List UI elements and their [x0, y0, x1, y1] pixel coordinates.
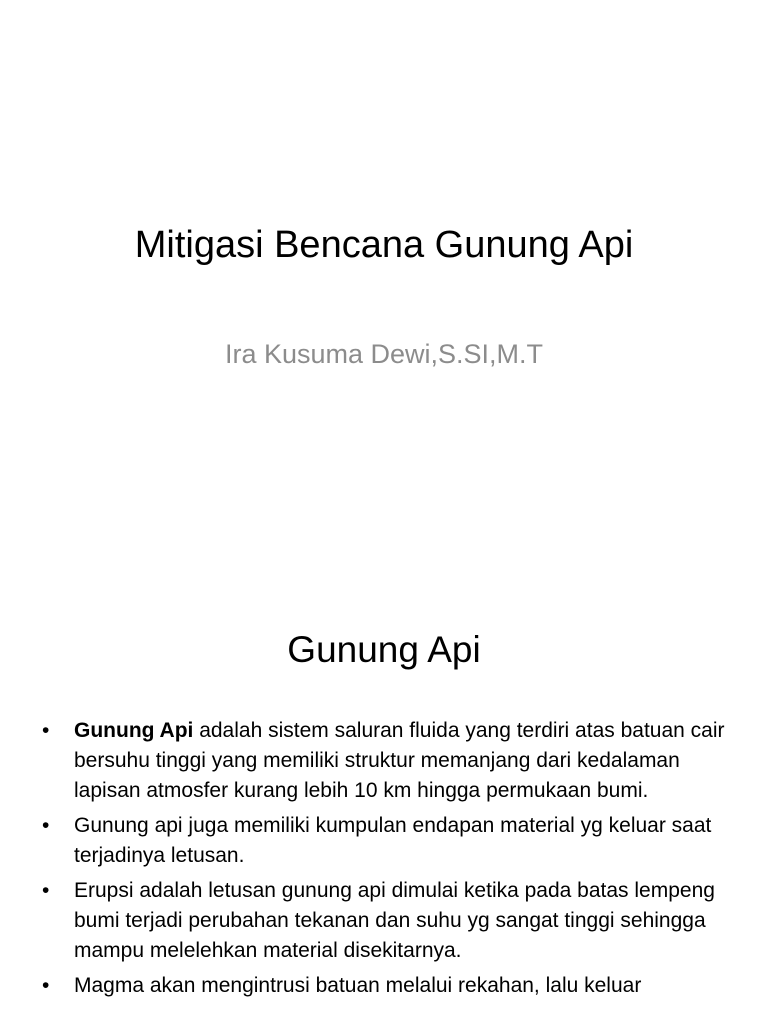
author-subtitle: Ira Kusuma Dewi,S.SI,M.T [224, 339, 544, 369]
bullet-item [40, 811, 730, 871]
bullet-icon: • [42, 719, 50, 742]
content-slide [0, 576, 768, 1024]
bullet-text: Gunung api juga memiliki kumpulan endapan material yg keluar saat terjadinya letusan. [74, 814, 712, 867]
bullet-text: adalah sistem saluran fluida yang terdiri atas batuan cair bersuhu tinggi yang memiliki struktur memanjang dari kedalaman lapisan atmosfer kurang lebih 10 km hingga permukaan bumi. [74, 719, 725, 802]
slide-title: Gunung Api [287, 629, 481, 670]
bullet-item [40, 876, 730, 966]
bullet-item [40, 971, 730, 1001]
bullet-icon: • [42, 879, 50, 902]
bullet-list [40, 716, 730, 1006]
bullet-text: Magma akan mengintrusi batuan melalui rekahan, lalu keluar [74, 974, 642, 997]
bullet-icon: • [42, 814, 50, 837]
presentation-title: Mitigasi Bencana Gunung Api [134, 224, 634, 266]
bullet-icon: • [42, 974, 50, 997]
bullet-bold-term: Gunung Api [74, 719, 194, 742]
bullet-text: Erupsi adalah letusan gunung api dimulai ketika pada batas lempeng bumi terjadi perubahan tekanan dan suhu yg sangat tinggi sehingga mampu melelehkan material disekitarnya. [74, 879, 715, 962]
bullet-item [40, 716, 730, 806]
